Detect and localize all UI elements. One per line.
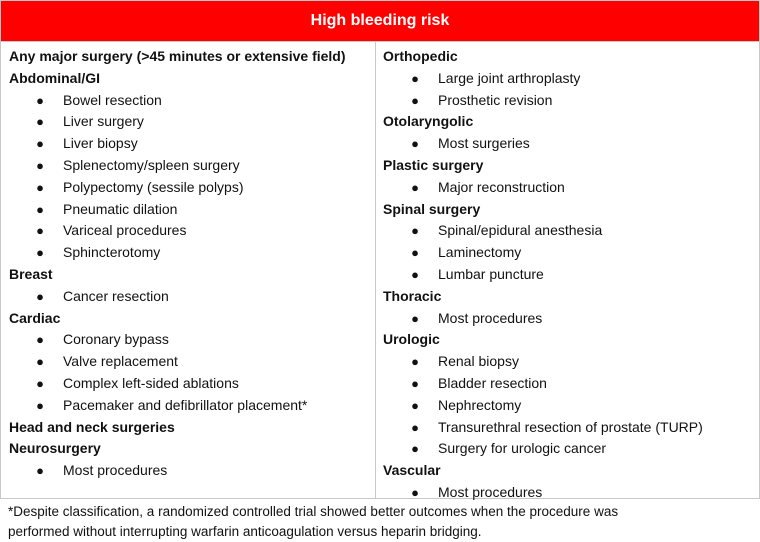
list-item [376,417,759,439]
list-item [1,111,375,133]
list-item-label: Surgery for urologic cancer [438,440,607,457]
list-item-label: Bladder resection [438,374,547,391]
category-heading [376,460,759,482]
list-item-label: Large joint arthroplasty [438,69,581,86]
list-item [376,220,759,242]
bullet-icon: ● [36,157,44,173]
table-body [0,42,760,499]
category-label: Orthopedic [383,48,458,64]
bullet-icon: ● [411,375,419,391]
list-item [376,438,759,460]
list-item-label: Complex left-sided ablations [63,374,239,391]
list-item-label: Most procedures [438,309,543,326]
list-item [376,351,759,373]
list-item-label: Variceal procedures [63,222,187,239]
category-label: Abdominal/GI [9,69,100,86]
list-item [1,329,375,351]
category-label: Any major surgery (>45 minutes or extensive field) [9,48,346,64]
list-item-label: Pacemaker and defibrillator placement* [63,396,308,413]
bullet-icon: ● [411,419,419,435]
bullet-icon: ● [36,114,44,130]
bullet-icon: ● [36,463,44,479]
list-item-label: Sphincterotomy [63,244,161,261]
list-item [1,133,375,155]
bullet-icon: ● [411,266,419,282]
list-item-label: Spinal/epidural anesthesia [438,222,603,239]
bullet-icon: ● [36,354,44,370]
bullet-icon: ● [411,179,419,195]
list-item-label: Splenectomy/spleen surgery [63,156,240,173]
list-item-label: Transurethral resection of prostate (TURP) [438,418,703,435]
bullet-icon: ● [36,136,44,152]
list-item-label: Valve replacement [63,353,178,370]
category-label: Otolaryngolic [383,113,474,130]
category-heading [376,329,759,351]
category-label: Neurosurgery [9,440,101,457]
bullet-icon: ● [36,201,44,217]
bullet-icon: ● [36,397,44,413]
list-item [1,373,375,395]
list-item-label: Polypectomy (sessile polyps) [63,178,244,195]
list-item-label: Coronary bypass [63,331,169,348]
category-heading [376,155,759,177]
table-header [0,0,760,42]
category-label: Plastic surgery [383,156,484,173]
list-item [376,68,759,90]
list-item-label: Prosthetic revision [438,91,553,108]
bullet-icon: ● [411,70,419,86]
category-label: Spinal surgery [383,200,481,217]
category-label: Breast [9,265,53,282]
category-label: Head and neck surgeries [9,418,175,435]
list-item [376,264,759,286]
bullet-icon: ● [36,223,44,239]
list-item-label: Nephrectomy [438,396,522,413]
list-item-label: Most procedures [63,462,168,479]
category-heading [376,46,759,68]
list-item-label: Liver surgery [63,113,144,130]
footnote-line: performed without interrupting warfarin anticoagulation versus heparin bridging. [8,524,482,539]
list-item [376,242,759,264]
list-item [376,482,759,504]
bullet-icon: ● [36,375,44,391]
category-heading [376,199,759,221]
category-heading [376,111,759,133]
list-item [1,460,375,482]
bullet-icon: ● [411,484,419,500]
category-label: Vascular [383,462,441,479]
category-heading [1,68,375,90]
category-heading [376,286,759,308]
bullet-icon: ● [411,354,419,370]
list-item [376,395,759,417]
list-item-label: Most procedures [438,483,543,500]
bullet-icon: ● [36,179,44,195]
category-heading [1,46,375,68]
category-label: Cardiac [9,309,61,326]
bullet-icon: ● [411,92,419,108]
right-column [376,42,759,498]
list-item [376,90,759,112]
bullet-icon: ● [411,136,419,152]
list-item [376,177,759,199]
list-item-label: Laminectomy [438,244,522,261]
list-item [376,133,759,155]
category-label: Thoracic [383,287,442,304]
list-item-label: Pneumatic dilation [63,200,178,217]
list-item [1,242,375,264]
list-item-label: Liver biopsy [63,135,138,152]
bullet-icon: ● [36,92,44,108]
table-title: High bleeding risk [310,12,450,29]
list-item [1,395,375,417]
bullet-icon: ● [411,245,419,261]
bullet-icon: ● [36,245,44,261]
list-item-label: Most surgeries [438,135,530,152]
list-item [376,373,759,395]
list-item-label: Renal biopsy [438,353,519,370]
list-item-label: Bowel resection [63,91,162,108]
list-item [1,177,375,199]
list-item [1,90,375,112]
bullet-icon: ● [411,310,419,326]
bullet-icon: ● [411,397,419,413]
list-item [376,308,759,330]
list-item [1,199,375,221]
list-item [1,351,375,373]
category-heading [1,438,375,460]
list-item [1,155,375,177]
category-heading [1,308,375,330]
bullet-icon: ● [36,288,44,304]
category-heading [1,264,375,286]
bullet-icon: ● [36,332,44,348]
list-item-label: Major reconstruction [438,178,565,195]
list-item-label: Lumbar puncture [438,265,544,282]
bullet-icon: ● [411,223,419,239]
category-heading [1,417,375,439]
footnote-line: *Despite classification, a randomized controlled trial showed better outcomes when the procedure was [8,504,619,519]
list-item [1,286,375,308]
list-item-label: Cancer resection [63,287,169,304]
left-column [1,42,376,498]
list-item [1,220,375,242]
category-label: Urologic [383,331,440,348]
bullet-icon: ● [411,441,419,457]
footnote [0,499,760,542]
